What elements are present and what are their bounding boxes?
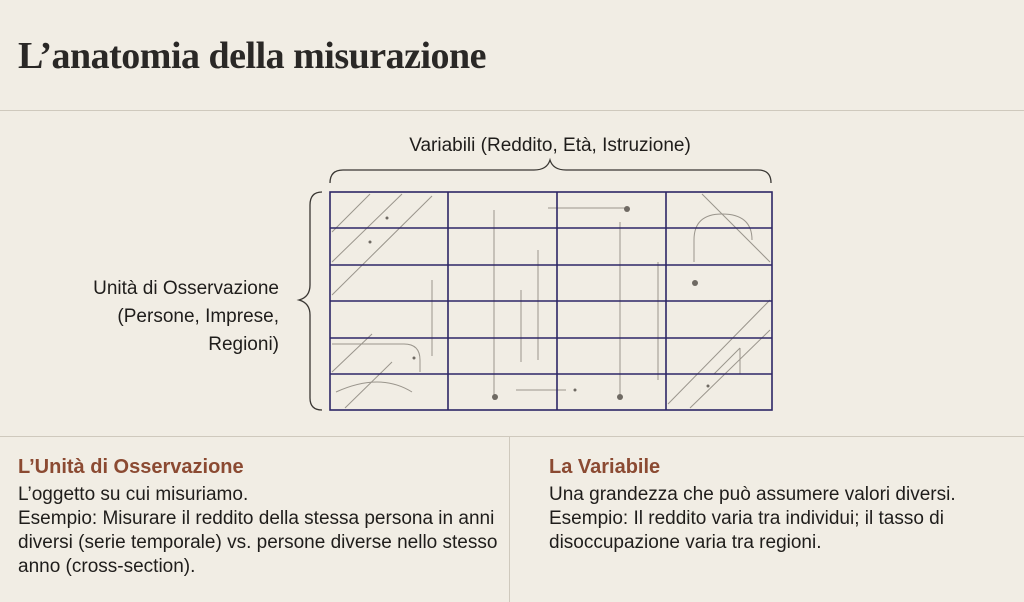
rows-label-line-3: Regioni) <box>208 334 279 355</box>
variable-text: Una grandezza che può assumere valori diversi. Esempio: Il reddito varia tra individui; il tasso di disoccupazione varia tra regioni. <box>549 484 956 553</box>
rows-label <box>93 278 279 355</box>
columns-label: Variabili (Reddito, Età, Istruzione) <box>409 135 691 156</box>
left-brace <box>299 192 322 410</box>
unit-of-observation-heading: L’Unità di Osservazione <box>18 456 244 478</box>
panel-divider <box>509 437 510 602</box>
page-title: L’anatomia della misurazione <box>18 35 487 77</box>
variable-panel <box>549 456 1009 555</box>
variable-heading: La Variabile <box>549 456 661 478</box>
rows-label-line-1: Unità di Osservazione <box>93 278 279 299</box>
unit-of-observation-text: L’oggetto su cui misuriamo. Esempio: Misurare il reddito della stessa persona in anni diversi (serie temporale) vs. persone diverse nello stesso anno (cross-section). <box>18 484 498 577</box>
unit-of-observation-panel <box>18 456 498 579</box>
data-grid <box>330 192 772 410</box>
rows-label-line-2: (Persone, Imprese, <box>117 306 279 327</box>
top-brace <box>330 160 771 183</box>
section-divider <box>0 436 1024 437</box>
